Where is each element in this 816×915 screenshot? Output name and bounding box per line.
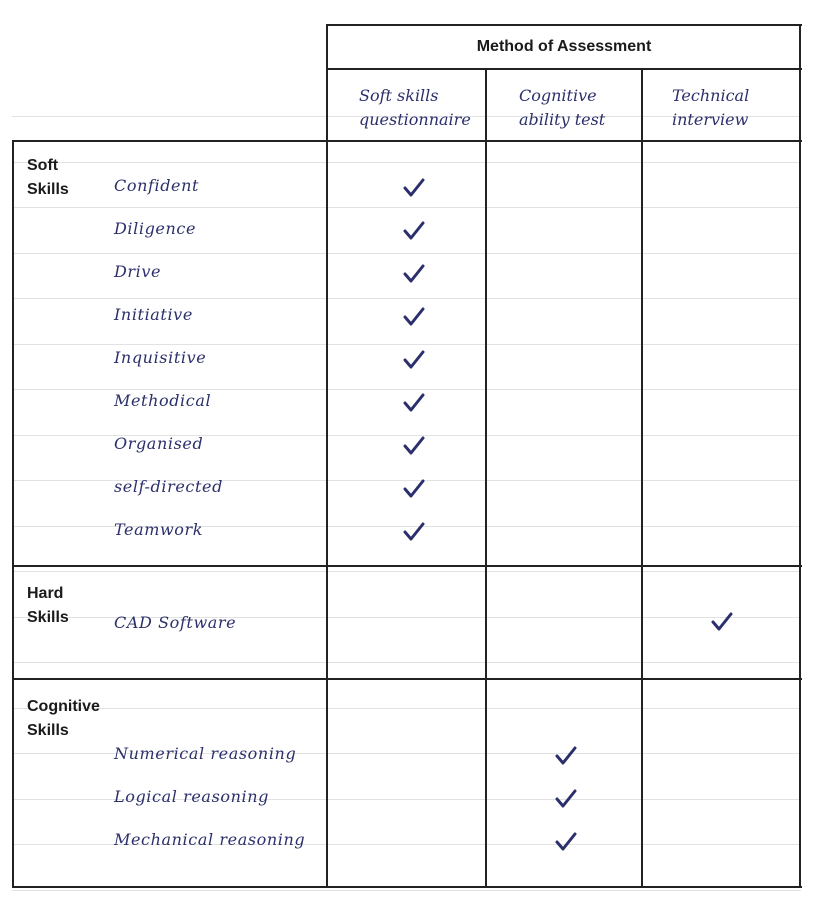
skill-label: Logical reasoning: [114, 787, 269, 806]
section-divider-hard: [12, 565, 802, 567]
column-header-line1: Technical: [672, 86, 750, 105]
body-top-line: [12, 140, 802, 142]
checkmark-icon: [401, 176, 427, 200]
column-header-line2: ability test: [519, 110, 606, 129]
category-cognitive-skills: [27, 695, 117, 743]
column-header-questionnaire: [359, 84, 509, 132]
method-of-assessment-header: Method of Assessment: [476, 38, 652, 55]
checkmark-icon: [401, 219, 427, 243]
column-header-line1: Cognitive: [519, 86, 597, 105]
ruled-line: [12, 571, 801, 572]
skill-label: Methodical: [114, 391, 212, 410]
frame-right-line: [799, 24, 801, 888]
column-header-cognitive-test: [519, 84, 669, 132]
checkmark-icon: [553, 744, 579, 768]
category-line1: Cognitive: [27, 698, 100, 715]
checkmark-icon: [553, 787, 579, 811]
ruled-line: [12, 344, 801, 345]
checkmark-icon: [401, 391, 427, 415]
checkmark-icon: [401, 520, 427, 544]
column-line-3: [641, 68, 643, 888]
checkmark-icon: [401, 262, 427, 286]
frame-bottom-line: [12, 886, 802, 888]
ruled-line: [12, 207, 801, 208]
category-line2: Skills: [27, 181, 69, 198]
skill-label: CAD Software: [114, 613, 237, 632]
category-line2: Skills: [27, 609, 69, 626]
column-header-line1: Soft skills: [359, 86, 439, 105]
category-line2: Skills: [27, 722, 69, 739]
column-line-1: [326, 24, 328, 888]
column-header-technical-interview: [672, 84, 816, 132]
category-line1: Hard: [27, 585, 64, 602]
ruled-line: [12, 890, 801, 891]
skill-label: Diligence: [114, 219, 197, 238]
category-hard-skills: [27, 582, 117, 630]
skill-label: Initiative: [114, 305, 193, 324]
skill-label: Organised: [114, 434, 204, 453]
column-line-2: [485, 68, 487, 888]
column-header-line2: interview: [672, 110, 749, 129]
ruled-line: [12, 162, 801, 163]
skill-label: Teamwork: [114, 520, 204, 539]
checkmark-icon: [401, 434, 427, 458]
checkmark-icon: [401, 305, 427, 329]
ruled-line: [12, 708, 801, 709]
skill-label: Inquisitive: [114, 348, 207, 367]
checkmark-icon: [401, 477, 427, 501]
category-soft-skills: [27, 154, 117, 202]
checkmark-icon: [553, 830, 579, 854]
section-divider-cognitive: [12, 678, 802, 680]
skill-label: Numerical reasoning: [114, 744, 297, 763]
ruled-line: [12, 298, 801, 299]
category-line1: Soft: [27, 157, 59, 174]
skill-label: Mechanical reasoning: [114, 830, 306, 849]
skill-label: Drive: [114, 262, 162, 281]
ruled-line: [12, 253, 801, 254]
frame-left-line: [12, 140, 14, 888]
checkmark-icon: [709, 610, 735, 634]
column-header-line2: questionnaire: [359, 110, 471, 129]
skill-label: self-directed: [114, 477, 223, 496]
checkmark-icon: [401, 348, 427, 372]
skill-label: Confident: [114, 176, 200, 195]
ruled-line: [12, 662, 801, 663]
